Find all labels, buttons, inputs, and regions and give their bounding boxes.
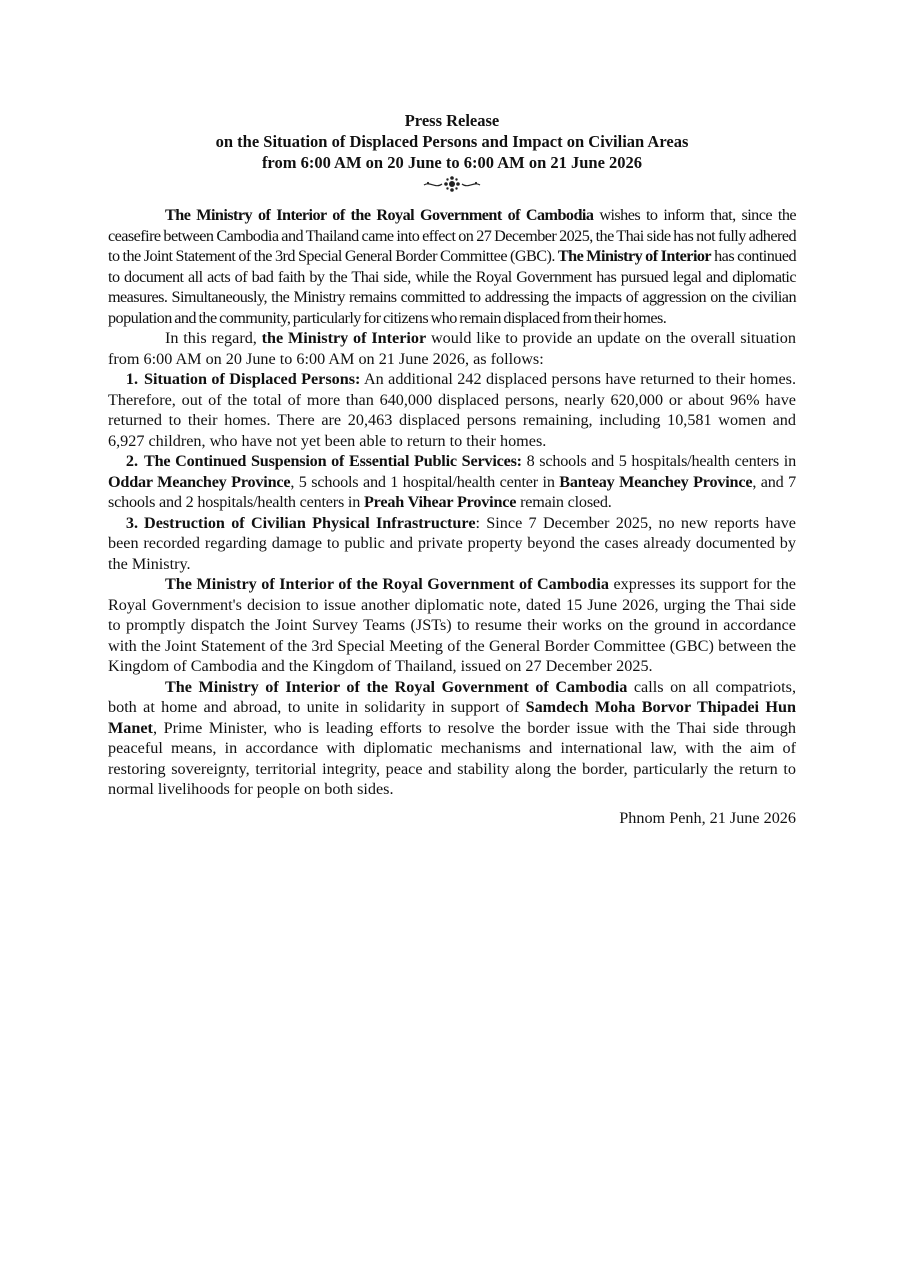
ministry-name: The Ministry of Interior of the Royal Government of Cambodia [165,575,609,593]
header-title: Press Release [404,111,500,130]
solidarity-paragraph: The Ministry of Interior of the Royal Government of Cambodia calls on all compatriots, both at home and abroad, to unite in solidarity in support of Samdech Moha Borvor Thipadei Hun Manet, Prime Minister, who is leading efforts to resolve the border issue with the Thai side through peaceful means, in accordance with diplomatic mechanisms and international law, with the aim of restoring sovereignty, territorial integrity, peace and stability along the border, particularly the return to normal livelihoods for people on both sides. [108,677,796,798]
list-item-number: 1. [125,370,138,388]
list-item-title: The Continued Suspension of Essential Public Services: [144,452,522,470]
update-paragraph: In this regard, the Ministry of Interior would like to provide an update on the overall situation from 6:00 AM on 20 June to 6:00 AM on 21 June 2026, as follows: [108,329,796,368]
list-item-infrastructure: 3. Destruction of Civilian Physical Infrastructure: Since 7 December 2025, no new reports have been recorded regarding damage to public and private property beyond the cases already documented by the Ministry. [108,513,796,573]
place-and-date: Phnom Penh, 21 June 2026 [619,808,796,827]
press-release-header [108,110,796,173]
list-item-number: 3. [125,513,138,532]
press-release-page [108,110,796,828]
ministry-short-name: The Ministry of Interior [557,247,712,265]
list-item-title: Destruction of Civilian Physical Infrastructure [144,513,476,532]
list-item-title: Situation of Displaced Persons: [144,370,361,388]
intro-paragraph: The Ministry of Interior of the Royal Government of Cambodia wishes to inform that, since the ceasefire between Cambodia and Thailand came into effect on 27 December 2025, the Thai side has not fully adhered to the Joint Statement of the 3rd Special General Border Committee (GBC). The Ministry of Interior has continued to document all acts of bad faith by the Thai side, while the Royal Government has pursued legal and diplomatic measures. Simultaneously, the Ministry remains committed to addressing the impacts of aggression on the civilian population and the community, particularly for citizens who remain displaced from their homes. [108,206,797,327]
ministry-name: The Ministry of Interior of the Royal Government of Cambodia [165,677,628,696]
press-release-body [108,205,796,800]
list-item-displaced-persons: 1. Situation of Displaced Persons: An additional 242 displaced persons have returned to their homes. Therefore, out of the total of more than 640,000 displaced persons, nearly 620,000 or about 96% have returned to their homes. There are 20,463 displaced persons remaining, including 10,581 women and 6,927 children, who have not yet been able to return to their homes. [108,370,796,450]
prime-minister-name: Samdech Moha Borvor Thipadei Hun Manet [108,698,796,737]
list-item-number: 2. [125,452,138,470]
ministry-name: The Ministry of Interior of the Royal Government of Cambodia [165,206,594,224]
ornament-divider-icon [422,175,482,193]
header-date-range: from 6:00 AM on 20 June to 6:00 AM on 21 June 2026 [261,153,643,172]
header-subtitle: on the Situation of Displaced Persons and Impact on Civilian Areas [215,132,689,151]
list-item-public-services: 2. The Continued Suspension of Essential Public Services: 8 schools and 5 hospitals/health centers in Oddar Meanchey Province, 5 schools and 1 hospital/health center in Banteay Meanchey Province, and 7 schools and 2 hospitals/health centers in Preah Vihear Province remain closed. [108,452,796,511]
support-paragraph: The Ministry of Interior of the Royal Government of Cambodia expresses its support for the Royal Government's decision to issue another diplomatic note, dated 15 June 2026, urging the Thai side to promptly dispatch the Joint Survey Teams (JSTs) to resume their works on the ground in accordance with the Joint Statement of the 3rd Special Meeting of the General Border Committee (GBC) between the Kingdom of Cambodia and the Kingdom of Thailand, issued on 27 December 2025. [108,575,796,675]
